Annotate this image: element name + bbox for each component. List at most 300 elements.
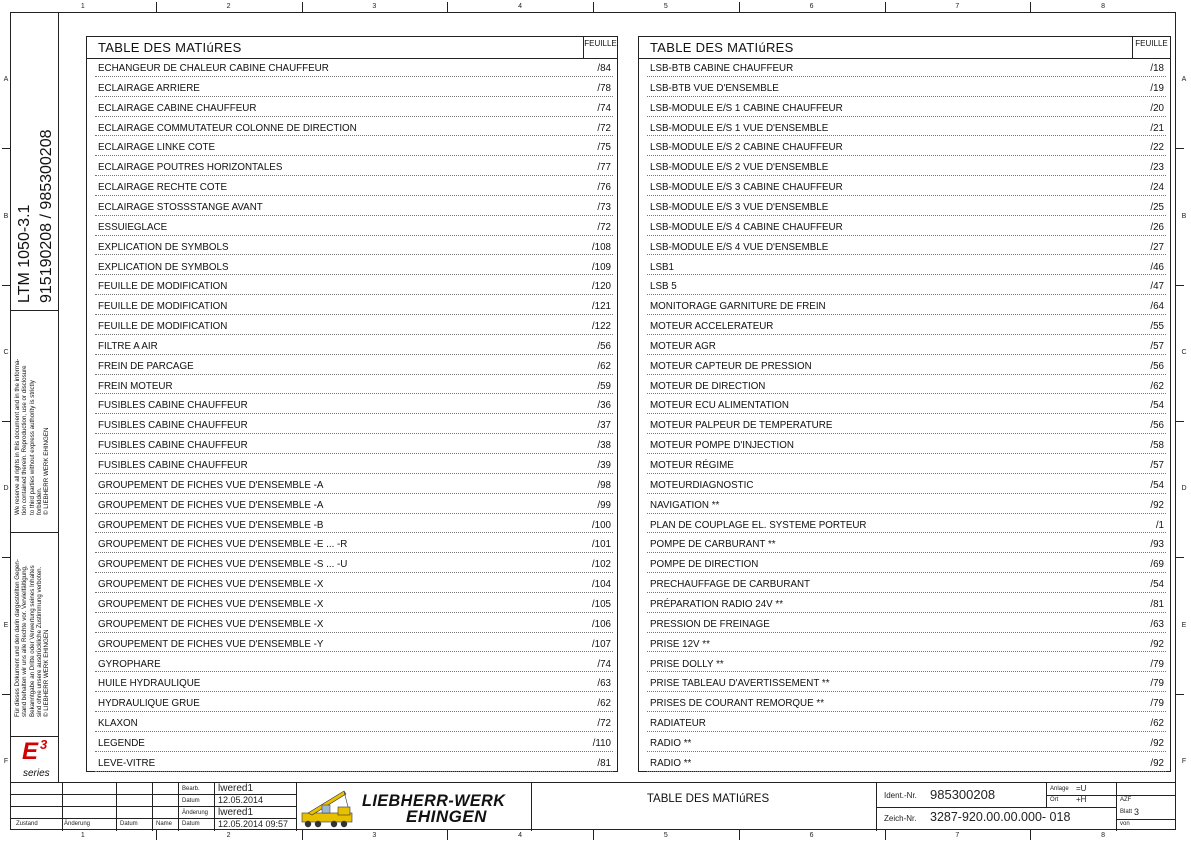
toc-entry-sheet: /99 — [597, 499, 611, 511]
ruler-tick — [1176, 148, 1184, 149]
toc-row[interactable] — [87, 475, 617, 495]
toc-row[interactable] — [87, 78, 617, 98]
toc-entry-label: PRISE TABLEAU D'AVERTISSEMENT ** — [650, 678, 830, 690]
toc-entry-label: HUILE HYDRAULIQUE — [98, 678, 201, 690]
toc-entry-sheet: /72 — [597, 718, 611, 730]
dotted-leader — [647, 215, 1166, 216]
toc-entry-label: FUSIBLES CABINE CHAUFFEUR — [98, 460, 248, 471]
toc-row[interactable] — [87, 554, 617, 574]
toc-row[interactable] — [87, 534, 617, 554]
dotted-leader — [647, 771, 1166, 772]
toc-entry-sheet: /75 — [597, 142, 611, 154]
toc-row[interactable] — [87, 356, 617, 376]
toc-row[interactable] — [87, 614, 617, 634]
toc-entry-sheet: /110 — [592, 737, 611, 749]
notice-line: sind ohne unsere ausdrückliche Zustimmung verboten. — [35, 566, 43, 717]
toc-entry-label: RADIO ** — [650, 757, 692, 769]
notice-line: © LIEBHERR WERK EHINGEN — [43, 427, 51, 515]
toc-row[interactable] — [639, 594, 1170, 614]
dotted-leader — [647, 76, 1166, 77]
toc-entry-sheet: /100 — [591, 519, 611, 531]
toc-entry-sheet: /102 — [591, 559, 611, 571]
toc-row[interactable] — [639, 574, 1170, 594]
toc-entry-sheet: /106 — [591, 618, 611, 630]
toc-row[interactable] — [639, 336, 1170, 356]
column-marker: 5 — [663, 832, 668, 839]
toc-entry-label: LSB-MODULE E/S 3 VUE D'ENSEMBLE — [650, 201, 829, 213]
toc-entry-sheet: /98 — [597, 479, 611, 491]
toc-entry-sheet: /76 — [597, 182, 611, 194]
ruler-tick — [447, 830, 448, 840]
toc-entry-label: EXPLICATION DE SYMBOLS — [98, 241, 229, 253]
toc-entry-label: FEUILLE DE MODIFICATION — [98, 281, 228, 293]
toc-row[interactable] — [87, 395, 617, 415]
toc-row[interactable] — [87, 336, 617, 356]
toc-row[interactable] — [639, 157, 1170, 177]
dotted-leader — [647, 493, 1166, 494]
toc-entry-label: FILTRE A AIR — [98, 340, 158, 352]
toc-row[interactable] — [87, 237, 617, 257]
toc-row[interactable] — [639, 118, 1170, 138]
toc-entry-label: GROUPEMENT DE FICHES VUE D'ENSEMBLE -B — [98, 519, 324, 531]
row-marker: B — [3, 212, 9, 220]
notice-line: © LIEBHERR WERK EHINGEN — [43, 629, 51, 717]
toc-row[interactable] — [87, 693, 617, 713]
toc-row[interactable] — [639, 58, 1170, 78]
dotted-leader — [95, 731, 613, 732]
toc-row[interactable] — [87, 455, 617, 475]
toc-entry-label: ECLAIRAGE CABINE CHAUFFEUR — [98, 102, 257, 114]
dotted-leader — [647, 374, 1166, 375]
dotted-leader — [647, 691, 1166, 692]
toc-row[interactable] — [639, 177, 1170, 197]
ruler-tick — [302, 830, 303, 840]
toc-entry-sheet: /84 — [597, 63, 611, 74]
toc-row[interactable] — [87, 58, 617, 78]
toc-row[interactable] — [87, 118, 617, 138]
toc-entry-label: ECLAIRAGE POUTRES HORIZONTALES — [98, 162, 283, 174]
document-numbers: 915190208 / 985300208 — [38, 129, 55, 303]
ruler-tick — [2, 421, 10, 422]
toc-row[interactable] — [639, 554, 1170, 574]
column-marker: 2 — [226, 3, 231, 10]
toc-entry-sheet: /73 — [597, 201, 611, 213]
dotted-leader — [95, 254, 613, 255]
toc-row[interactable] — [639, 415, 1170, 435]
toc-row[interactable] — [87, 217, 617, 237]
dotted-leader — [95, 612, 613, 613]
toc-entry-label: GROUPEMENT DE FICHES VUE D'ENSEMBLE -X — [98, 618, 324, 630]
toc-title: TABLE DES MATIúRES — [650, 40, 794, 55]
toc-table-left — [86, 36, 618, 772]
datum2-value: 12.05.2014 09:57 — [218, 819, 289, 829]
bearb-label: Bearb. — [182, 786, 200, 792]
row-marker: C — [3, 348, 9, 356]
dotted-leader — [95, 393, 613, 394]
datum-label: Datum — [120, 821, 138, 827]
toc-table-right — [638, 36, 1171, 772]
dotted-leader — [95, 175, 613, 176]
datum1-label: Datum — [182, 798, 200, 804]
toc-row[interactable] — [639, 98, 1170, 118]
toc-row[interactable] — [639, 733, 1170, 753]
crane-logo-image — [298, 785, 364, 829]
toc-entry-label: LSB-MODULE E/S 2 VUE D'ENSEMBLE — [650, 162, 829, 174]
toc-entry-label: GROUPEMENT DE FICHES VUE D'ENSEMBLE -E ... -R — [98, 539, 348, 551]
row-marker: A — [1181, 76, 1187, 84]
dotted-leader — [647, 175, 1166, 176]
toc-row[interactable] — [87, 197, 617, 217]
toc-row[interactable] — [639, 356, 1170, 376]
toc-entry-sheet: /62 — [1150, 380, 1164, 392]
dotted-leader — [95, 671, 613, 672]
toc-row[interactable] — [639, 534, 1170, 554]
column-marker: 4 — [518, 832, 523, 839]
dotted-leader — [95, 215, 613, 216]
ruler-tick — [1176, 421, 1184, 422]
dotted-leader — [95, 334, 613, 335]
toc-entry-label: GROUPEMENT DE FICHES VUE D'ENSEMBLE -S ... -U — [98, 559, 348, 571]
toc-entry-sheet: /107 — [591, 638, 611, 650]
ruler-tick — [739, 2, 740, 12]
azf-label: AZF — [1120, 797, 1132, 803]
toc-entry-label: LEVE-VITRE — [98, 757, 156, 769]
toc-entry-label: LSB-BTB VUE D'ENSEMBLE — [650, 82, 779, 94]
blatt-value: 3 — [1134, 807, 1140, 817]
toc-entry-sheet: /72 — [597, 122, 611, 134]
toc-row[interactable] — [87, 753, 617, 773]
aenderung-label: Änderung — [64, 821, 91, 827]
toc-entry-label: FEUILLE DE MODIFICATION — [98, 301, 228, 313]
toc-row[interactable] — [639, 455, 1170, 475]
toc-row[interactable] — [639, 276, 1170, 296]
toc-row[interactable] — [87, 98, 617, 118]
dotted-leader — [647, 513, 1166, 514]
toc-row[interactable] — [639, 495, 1170, 515]
toc-entry-label: PRECHAUFFAGE DE CARBURANT — [650, 579, 811, 591]
toc-row[interactable] — [87, 634, 617, 654]
toc-row[interactable] — [87, 415, 617, 435]
column-marker: 5 — [663, 3, 668, 10]
toc-row[interactable] — [639, 197, 1170, 217]
notice-line: to third parties without express authority is strictly — [28, 380, 36, 515]
toc-entry-label: PRISE DOLLY ** — [650, 658, 724, 670]
toc-row[interactable] — [639, 316, 1170, 336]
toc-entry-sheet: /62 — [1150, 718, 1164, 730]
toc-row[interactable] — [639, 395, 1170, 415]
row-marker: E — [1181, 621, 1187, 629]
toc-entry-label: LSB-MODULE E/S 4 VUE D'ENSEMBLE — [650, 241, 829, 253]
dotted-leader — [647, 235, 1166, 236]
toc-entry-label: FUSIBLES CABINE CHAUFFEUR — [98, 420, 248, 432]
ruler-tick — [2, 557, 10, 558]
toc-entry-label: FUSIBLES CABINE CHAUFFEUR — [98, 440, 248, 452]
toc-entry-sheet: /26 — [1150, 221, 1164, 233]
toc-entry-sheet: /121 — [591, 301, 611, 313]
e3-series-logo: E 3 series — [22, 737, 50, 779]
toc-row[interactable] — [87, 316, 617, 336]
ruler-tick — [885, 2, 886, 12]
row-marker: A — [3, 76, 9, 84]
toc-entry-sheet: /38 — [597, 440, 611, 452]
toc-row[interactable] — [639, 78, 1170, 98]
ruler-tick — [447, 2, 448, 12]
dotted-leader — [95, 751, 613, 752]
toc-row[interactable] — [639, 654, 1170, 674]
dotted-leader — [647, 274, 1166, 275]
toc-entry-label: PLAN DE COUPLAGE EL. SYSTEME PORTEUR — [650, 519, 867, 531]
row-marker: B — [1181, 212, 1187, 220]
dotted-leader — [647, 294, 1166, 295]
toc-entry-label: ECLAIRAGE RECHTE COTE — [98, 182, 228, 194]
toc-entry-sheet: /20 — [1150, 102, 1164, 114]
toc-entry-sheet: /25 — [1150, 201, 1164, 213]
toc-entry-sheet: /56 — [1150, 360, 1164, 372]
toc-row[interactable] — [87, 137, 617, 157]
toc-row[interactable] — [639, 137, 1170, 157]
toc-entry-label: FREIN MOTEUR — [98, 380, 173, 392]
ruler-tick — [1176, 285, 1184, 286]
toc-entry-label: GROUPEMENT DE FICHES VUE D'ENSEMBLE -A — [98, 499, 324, 511]
toc-entry-sheet: /54 — [1150, 579, 1164, 591]
row-marker: E — [3, 621, 9, 629]
toc-entry-label: LSB-BTB CABINE CHAUFFEUR — [650, 63, 794, 74]
dotted-leader — [647, 592, 1166, 593]
toc-entry-label: GROUPEMENT DE FICHES VUE D'ENSEMBLE -Y — [98, 638, 324, 650]
dotted-leader — [95, 552, 613, 553]
toc-entry-sheet: /92 — [1150, 737, 1164, 749]
ident-label: Ident.-Nr. — [884, 791, 917, 800]
toc-row[interactable] — [87, 177, 617, 197]
toc-entry-sheet: /93 — [1150, 539, 1164, 551]
toc-entry-label: RADIO ** — [650, 737, 692, 749]
toc-row[interactable] — [87, 673, 617, 693]
ruler-tick — [2, 694, 10, 695]
dotted-leader — [95, 354, 613, 355]
column-marker: 3 — [372, 3, 377, 10]
toc-row[interactable] — [639, 753, 1170, 773]
title-block — [10, 782, 1176, 831]
toc-entry-sheet: /59 — [597, 380, 611, 392]
dotted-leader — [95, 433, 613, 434]
toc-entry-label: GROUPEMENT DE FICHES VUE D'ENSEMBLE -X — [98, 579, 324, 591]
toc-row[interactable] — [639, 693, 1170, 713]
toc-entry-sheet: /57 — [1150, 460, 1164, 471]
anlage-value: =U — [1076, 784, 1087, 793]
toc-row[interactable] — [87, 733, 617, 753]
model-designation: LTM 1050-3.1 — [16, 204, 33, 303]
toc-row[interactable] — [639, 614, 1170, 634]
toc-entry-sheet: /105 — [591, 598, 611, 610]
sheet-column-header: FEUILLE — [1132, 37, 1170, 58]
von-label: von — [1120, 821, 1130, 827]
ident-value: 985300208 — [930, 787, 996, 802]
toc-entry-sheet: /22 — [1150, 142, 1164, 154]
dotted-leader — [95, 493, 613, 494]
toc-row[interactable] — [87, 276, 617, 296]
column-marker: 8 — [1101, 3, 1106, 10]
sheet-column-header: FEUILLE — [583, 37, 617, 58]
dotted-leader — [647, 473, 1166, 474]
copyright-notice-en — [14, 359, 50, 515]
toc-entry-sheet: /58 — [1150, 440, 1164, 452]
notice-line: Für dieses Dokument und den darin dargestellten Gegen- — [14, 559, 21, 717]
toc-row[interactable] — [87, 257, 617, 277]
toc-row[interactable] — [639, 435, 1170, 455]
toc-entry-label: LSB1 — [650, 261, 674, 273]
ruler-tick — [302, 2, 303, 12]
toc-row[interactable] — [639, 673, 1170, 693]
toc-entry-label: EXPLICATION DE SYMBOLS — [98, 261, 229, 273]
dotted-leader — [95, 632, 613, 633]
toc-entry-sheet: /55 — [1150, 321, 1164, 333]
dotted-leader — [647, 96, 1166, 97]
toc-entry-label: GROUPEMENT DE FICHES VUE D'ENSEMBLE -X — [98, 598, 324, 610]
dotted-leader — [95, 235, 613, 236]
toc-entry-label: HYDRAULIQUE GRUE — [98, 698, 200, 710]
dotted-leader — [95, 572, 613, 573]
toc-entry-sheet: /120 — [591, 281, 611, 293]
ruler-tick — [1030, 2, 1031, 12]
notice-line: stand behalten wir uns alle Rechte vor. Vervielfältigung, — [21, 565, 29, 717]
dotted-leader — [647, 651, 1166, 652]
toc-entry-label: PRESSION DE FREINAGE — [650, 618, 770, 630]
toc-entry-sheet: /56 — [1150, 420, 1164, 432]
toc-row[interactable] — [639, 475, 1170, 495]
toc-entry-label: LSB-MODULE E/S 2 CABINE CHAUFFEUR — [650, 142, 843, 154]
aend-label: Änderung — [182, 810, 209, 816]
dotted-leader — [95, 374, 613, 375]
sheet-title: TABLE DES MATIúRES — [646, 793, 770, 805]
toc-row[interactable] — [87, 495, 617, 515]
toc-entry-sheet: /23 — [1150, 162, 1164, 174]
toc-row[interactable] — [87, 157, 617, 177]
dotted-leader — [95, 116, 613, 117]
ruler-tick — [156, 2, 157, 12]
toc-entry-label: MOTEUR PALPEUR DE TEMPERATURE — [650, 420, 833, 432]
zeich-label: Zeich-Nr. — [884, 814, 917, 823]
toc-entry-sheet: /62 — [597, 360, 611, 372]
toc-row[interactable] — [639, 634, 1170, 654]
toc-entry-label: ECLAIRAGE LINKE COTE — [98, 142, 216, 154]
toc-entry-label: PRÉPARATION RADIO 24V ** — [650, 598, 784, 610]
toc-entry-label: MOTEUR ACCELERATEUR — [650, 321, 774, 333]
toc-entry-label: KLAXON — [98, 718, 138, 730]
column-marker: 7 — [955, 3, 960, 10]
toc-entry-sheet: /92 — [1150, 757, 1164, 769]
toc-row[interactable] — [87, 654, 617, 674]
row-marker: F — [3, 757, 9, 765]
toc-header — [639, 37, 1170, 59]
toc-entry-sheet: /104 — [591, 579, 611, 591]
toc-row[interactable] — [639, 237, 1170, 257]
dotted-leader — [95, 771, 613, 772]
dotted-leader — [647, 532, 1166, 533]
ort-label: Ort — [1050, 797, 1059, 803]
toc-entry-sheet: /62 — [597, 698, 611, 710]
toc-entry-label: LSB-MODULE E/S 4 CABINE CHAUFFEUR — [650, 221, 843, 233]
toc-row[interactable] — [87, 435, 617, 455]
zeich-value: 3287-920.00.00.000- 018 — [930, 810, 1071, 824]
toc-entry-label: LSB 5 — [650, 281, 677, 293]
toc-entry-sheet: /79 — [1150, 658, 1164, 670]
toc-row[interactable] — [639, 713, 1170, 733]
dotted-leader — [95, 711, 613, 712]
toc-entry-label: FUSIBLES CABINE CHAUFFEUR — [98, 400, 248, 412]
blatt-label: Blatt — [1120, 809, 1133, 815]
dotted-leader — [95, 513, 613, 514]
dotted-leader — [647, 254, 1166, 255]
copyright-notice-de — [14, 559, 50, 717]
toc-entry-sheet: /101 — [591, 539, 611, 551]
toc-row[interactable] — [639, 296, 1170, 316]
dotted-leader — [647, 334, 1166, 335]
dotted-leader — [647, 671, 1166, 672]
ort-value: +H — [1076, 795, 1087, 804]
ruler-tick — [885, 830, 886, 840]
dotted-leader — [647, 453, 1166, 454]
ruler-tick — [1030, 830, 1031, 840]
toc-entry-sheet: /21 — [1150, 122, 1164, 134]
dotted-leader — [95, 274, 613, 275]
toc-entry-label: MOTEUR DE DIRECTION — [650, 380, 766, 392]
dotted-leader — [95, 96, 613, 97]
ruler-tick — [739, 830, 740, 840]
toc-entry-label: ECHANGEUR DE CHALEUR CABINE CHAUFFEUR — [98, 63, 329, 74]
toc-row[interactable] — [87, 574, 617, 594]
dotted-leader — [95, 413, 613, 414]
toc-entry-label: MONITORAGE GARNITURE DE FREIN — [650, 301, 826, 313]
toc-entry-label: GROUPEMENT DE FICHES VUE D'ENSEMBLE -A — [98, 479, 324, 491]
dotted-leader — [95, 135, 613, 136]
ruler-tick — [593, 830, 594, 840]
dotted-leader — [647, 572, 1166, 573]
toc-entry-sheet: /69 — [1150, 559, 1164, 571]
toc-entry-sheet: /79 — [1150, 698, 1164, 710]
toc-entry-sheet: /18 — [1150, 63, 1164, 74]
column-marker: 1 — [80, 832, 85, 839]
ruler-tick — [1176, 557, 1184, 558]
toc-entry-sheet: /92 — [1150, 499, 1164, 511]
toc-entry-sheet: /47 — [1150, 281, 1164, 293]
toc-row[interactable] — [87, 296, 617, 316]
toc-row[interactable] — [87, 713, 617, 733]
toc-row[interactable] — [87, 594, 617, 614]
toc-row[interactable] — [87, 376, 617, 396]
toc-row[interactable] — [639, 257, 1170, 277]
toc-entry-sheet: /74 — [597, 102, 611, 114]
aend-value: lwered1 — [218, 807, 254, 818]
toc-row[interactable] — [639, 217, 1170, 237]
toc-entry-label: PRISE 12V ** — [650, 638, 710, 650]
dotted-leader — [647, 711, 1166, 712]
toc-entry-sheet: /79 — [1150, 678, 1164, 690]
toc-row[interactable] — [639, 376, 1170, 396]
dotted-leader — [647, 116, 1166, 117]
dotted-leader — [647, 354, 1166, 355]
toc-entry-label: MOTEUR POMPE D'INJECTION — [650, 440, 794, 452]
toc-entry-sheet: /72 — [597, 221, 611, 233]
dotted-leader — [647, 393, 1166, 394]
toc-entry-label: LSB-MODULE E/S 3 CABINE CHAUFFEUR — [650, 182, 843, 194]
toc-entry-sheet: /54 — [1150, 400, 1164, 412]
column-marker: 1 — [80, 3, 85, 10]
toc-row[interactable] — [639, 515, 1170, 535]
notice-line: Bekanntgabe an Dritte oder Verwertung seines Inhaltes — [28, 565, 36, 717]
toc-row[interactable] — [87, 515, 617, 535]
toc-entry-sheet: /77 — [597, 162, 611, 174]
toc-entry-sheet: /56 — [597, 340, 611, 352]
